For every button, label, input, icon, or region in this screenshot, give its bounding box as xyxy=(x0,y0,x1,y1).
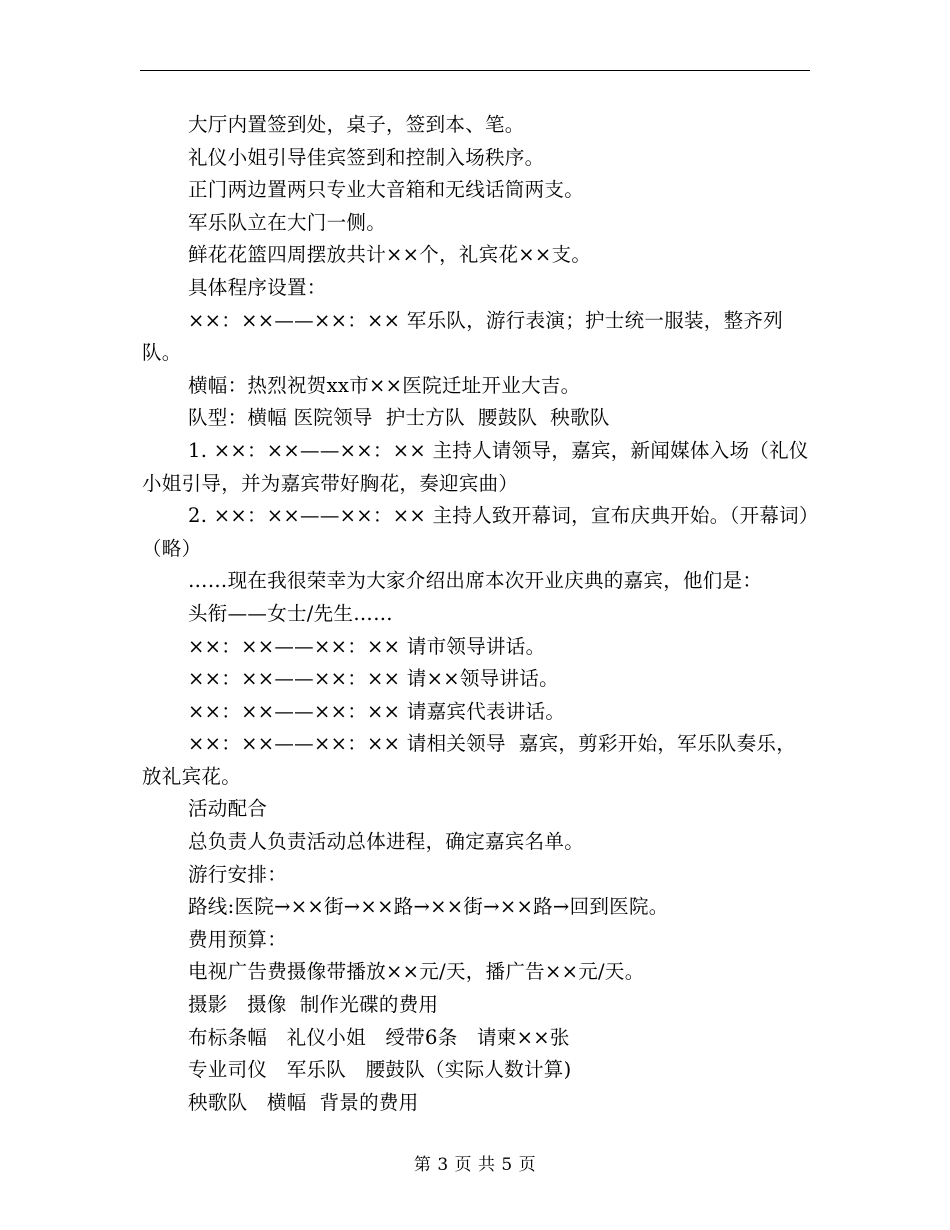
paragraph: 队型：横幅 医院领导 护士方队 腰鼓队 秧歌队 xyxy=(188,406,610,430)
paragraph: 布标条幅 礼仪小姐 绶带6条 请柬××张 xyxy=(188,1025,570,1049)
paragraph: 专业司仪 军乐队 腰鼓队（实际人数计算) xyxy=(188,1058,572,1082)
paragraph: ××：××——××：×× 请市领导讲话。 xyxy=(188,634,546,658)
paragraph: ××：××——××：×× 请相关领导 嘉宾，剪彩开始，军乐队奏乐，放礼宾花。 xyxy=(142,732,797,788)
header-rule xyxy=(140,70,810,71)
paragraph: 路线:医院→××街→××路→××街→××路→回到医院。 xyxy=(188,895,669,919)
paragraph: 礼仪小姐引导佳宾签到和控制入场秩序。 xyxy=(188,145,545,169)
paragraph: 秧歌队 横幅 背景的费用 xyxy=(188,1090,419,1114)
paragraph: 1. ××：××——××：×× 主持人请领导，嘉宾，新闻媒体入场（礼仪小姐引导，并为嘉宾带好胸花，奏迎宾曲） xyxy=(142,438,809,495)
paragraph: 电视广告费摄像带播放××元/天，播广告××元/天。 xyxy=(188,960,645,984)
paragraph: 头衔——女士/先生…… xyxy=(188,601,393,625)
paragraph: 2. ××：××——××：×× 主持人致开幕词，宣布庆典开始。（开幕词）（略） xyxy=(142,504,810,560)
paragraph: ××：××——××：×× 请××领导讲话。 xyxy=(188,667,559,691)
paragraph: 正门两边置两只专业大音箱和无线话筒两支。 xyxy=(188,178,585,202)
paragraph: 总负责人负责活动总体进程，确定嘉宾名单。 xyxy=(188,830,585,854)
paragraph: 鲜花花篮四周摆放共计××个，礼宾花××支。 xyxy=(188,243,592,267)
paragraph: 游行安排： xyxy=(188,862,288,886)
document-body xyxy=(142,109,810,1119)
paragraph: 军乐队立在大门一侧。 xyxy=(188,210,387,234)
paragraph: 费用预算： xyxy=(188,927,288,951)
paragraph: 大厅内置签到处，桌子，签到本、笔。 xyxy=(188,113,525,136)
paragraph: ××：××——××：×× 请嘉宾代表讲话。 xyxy=(188,699,566,723)
paragraph: ××：××——××：×× 军乐队，游行表演；护士统一服装，整齐列队。 xyxy=(142,308,784,365)
paragraph: 摄影 摄像 制作光碟的费用 xyxy=(188,993,439,1017)
paragraph: 活动配合 xyxy=(188,797,268,821)
paragraph: ……现在我很荣幸为大家介绍出席本次开业庆典的嘉宾，他们是： xyxy=(188,569,763,593)
paragraph: 具体程序设置： xyxy=(188,275,327,299)
paragraph: 横幅：热烈祝贺xx市××医院迁址开业大吉。 xyxy=(188,373,581,397)
page-number-footer: 第 3 页 共 5 页 xyxy=(413,1155,537,1175)
